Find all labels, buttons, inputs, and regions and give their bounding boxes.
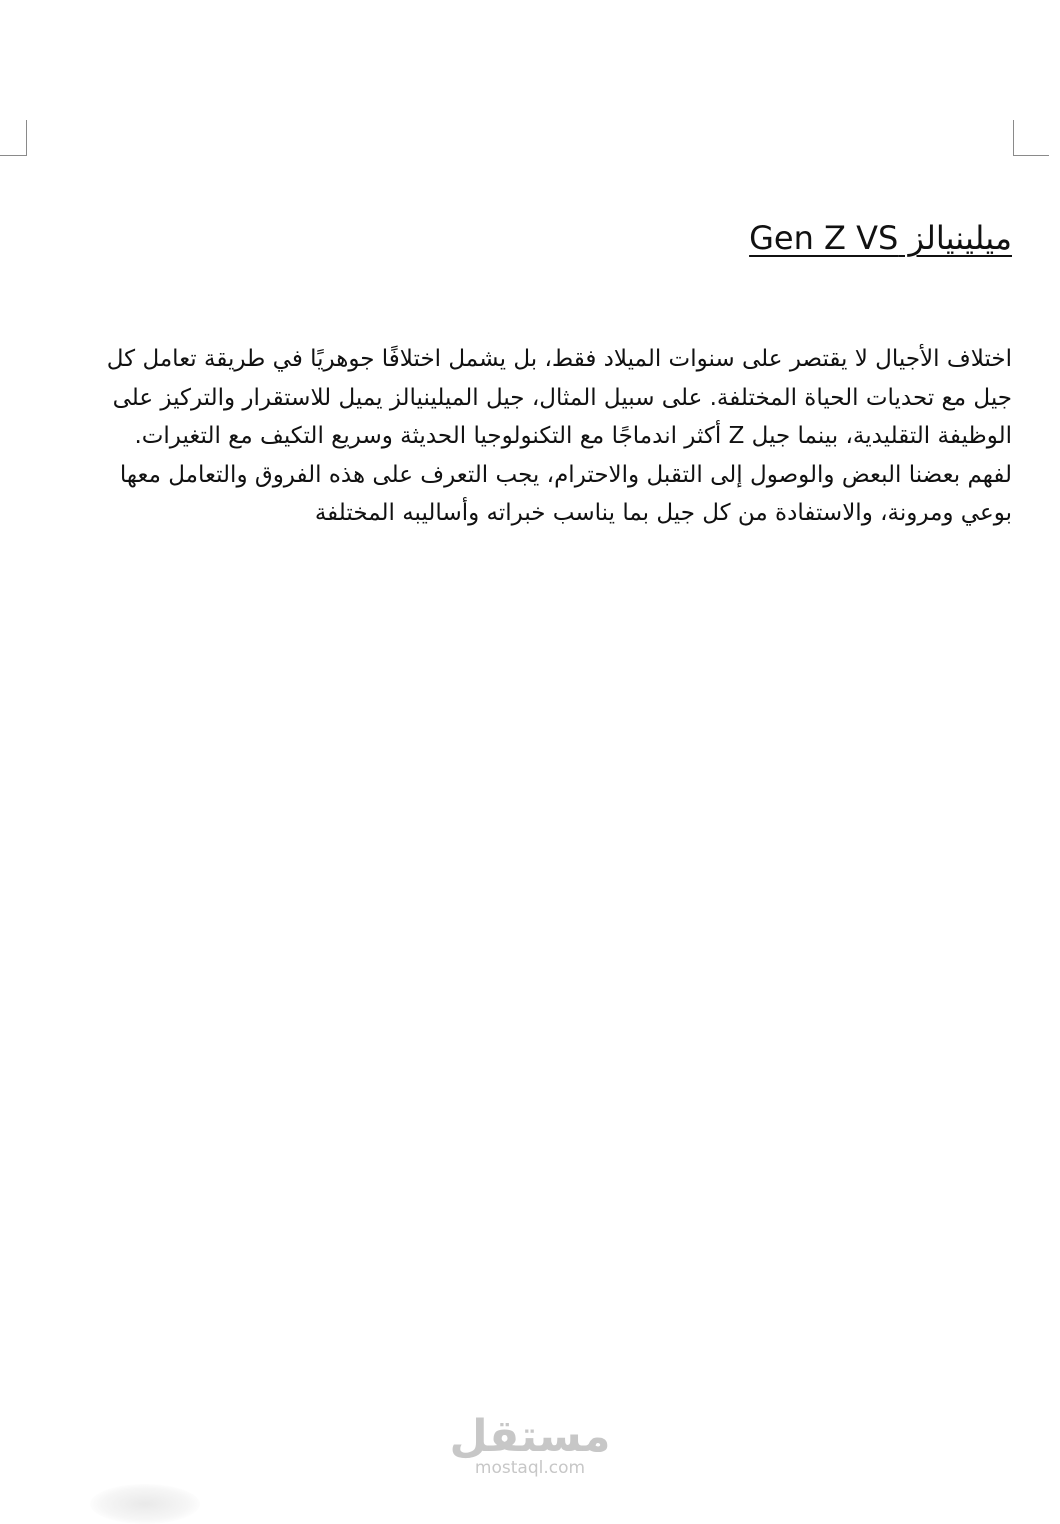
top-right-margin-mark bbox=[1013, 120, 1014, 156]
paragraph-line: لفهم بعضنا البعض والوصول إلى التقبل والاحترام، يجب التعرف على هذه الفروق والتعامل معها bbox=[119, 461, 1012, 488]
mostaql-watermark bbox=[420, 1410, 640, 1478]
document-title: ميلينيالز Gen Z VS bbox=[749, 219, 1012, 257]
scan-shadow bbox=[90, 1484, 200, 1524]
watermark-logo-text: مستقل bbox=[449, 1411, 611, 1462]
top-left-margin-mark-horizontal bbox=[0, 155, 27, 156]
top-right-margin-mark-horizontal bbox=[1013, 155, 1049, 156]
top-left-margin-mark bbox=[26, 120, 27, 156]
paragraph-line: الوظيفة التقليدية، بينما جيل Z أكثر اندماجًا مع التكنولوجيا الحديثة وسريع التكيف مع التغيرات. bbox=[134, 423, 1012, 449]
paragraph-line: اختلاف الأجيال لا يقتصر على سنوات الميلاد فقط، بل يشمل اختلافًا جوهريًا في طريقة تعامل كل bbox=[106, 346, 1012, 372]
watermark-url: mostaql.com bbox=[474, 1458, 586, 1478]
paragraph-line: جيل مع تحديات الحياة المختلفة. على سبيل المثال، جيل الميلينيالز يميل للاستقرار والتركيز على bbox=[112, 384, 1012, 411]
document-paragraph bbox=[40, 340, 1012, 533]
paragraph-line: بوعي ومرونة، والاستفادة من كل جيل بما يناسب خبراته وأساليبه المختلفة bbox=[314, 500, 1012, 526]
